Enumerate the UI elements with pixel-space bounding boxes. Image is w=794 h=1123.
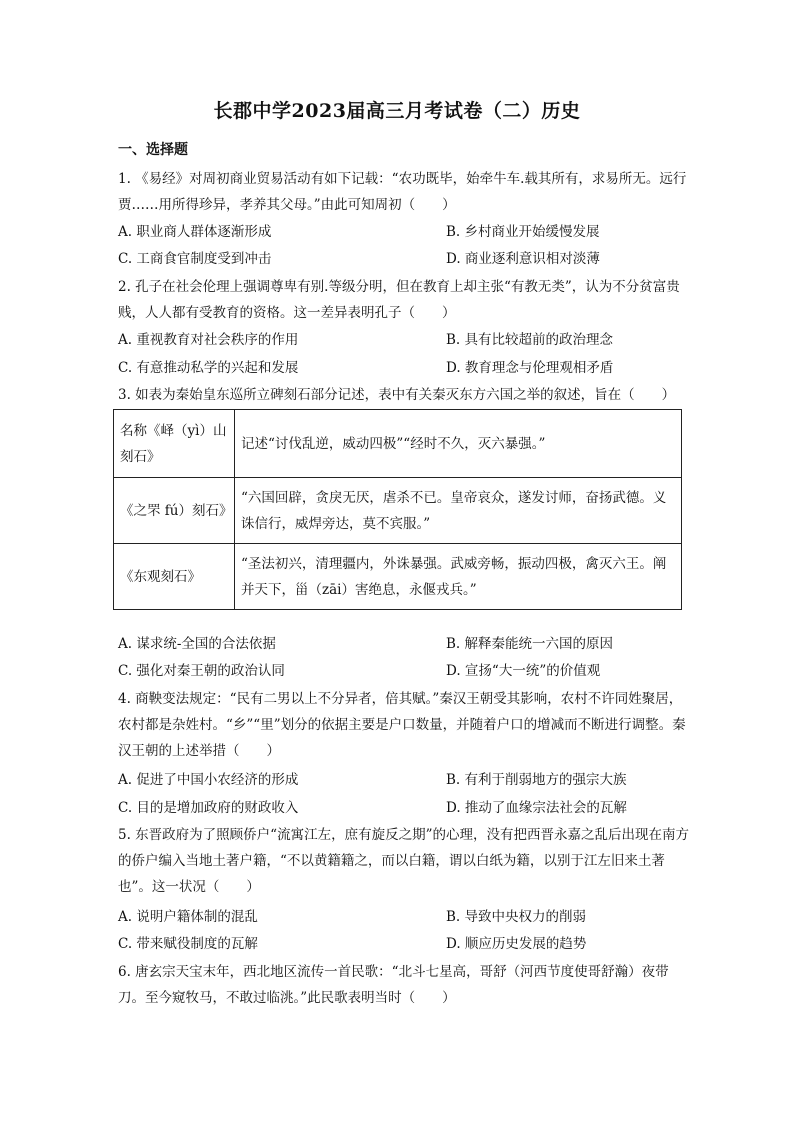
page-title: 长郡中学2023届高三月考试卷（二）历史 [213, 100, 581, 122]
question-5-option-b[interactable]: B. 导致中央权力的削弱 [446, 909, 587, 925]
table-row [114, 478, 682, 544]
question-4-stem: 4. 商鞅变法规定：“民有二男以上不分异者，倍其赋。”秦汉王朝受其影响，农村不许同姓聚居，农村都是杂姓村。“乡”“里”划分的依据主要是户口数量，并随着户口的增减而不断进行调整。秦汉王朝的上述举措（ ） [118, 691, 686, 759]
inscription-text: “六国回辟，贪戾无厌，虐杀不已。皇帝哀众，遂发讨师，奋扬武德。义诛信行，威焊旁达，莫不宾服。” [235, 478, 682, 544]
question-1-stem: 1. 《易经》对周初商业贸易活动有如下记载：“农功既毕，始牵牛车.载其所有，求易所无。远行贾……用所得珍异，孝养其父母。”由此可知周初（ ） [118, 171, 687, 213]
table-row [114, 410, 682, 478]
question-4-option-a[interactable]: A. 促进了中国小农经济的形成 [118, 772, 299, 788]
question-3-option-a[interactable]: A. 谋求统-全国的合法依据 [118, 636, 276, 652]
question-3-option-d[interactable]: D. 宣扬“大一统”的价值观 [446, 663, 601, 679]
question-2-option-a[interactable]: A. 重视教育对社会秩序的作用 [118, 332, 299, 348]
question-2-stem: 2. 孔子在社会伦理上强调尊卑有别.等级分明，但在教育上却主张“有教无类”，认为不分贫富贵贱，人人都有受教育的资格。这一差异表明孔子（ ） [118, 279, 680, 321]
question-1-option-b[interactable]: B. 乡村商业开始缓慢发展 [446, 224, 600, 240]
question-6-stem: 6. 唐玄宗天宝末年，西北地区流传一首民歌：“北斗七星高，哥舒（河西节度使哥舒瀚）夜带刀。至今窥牧马，不敢过临洮。”此民歌表明当时（ ） [118, 964, 669, 1006]
question-3-stem: 3. 如表为秦始皇东巡所立碑刻石部分记述，表中有关秦灭东方六国之举的叙述，旨在（ ） [118, 387, 676, 403]
question-5-option-c[interactable]: C. 带来赋役制度的瓦解 [118, 936, 258, 952]
question-1-option-a[interactable]: A. 职业商人群体逐渐形成 [118, 224, 272, 240]
question-1-option-d[interactable]: D. 商业逐利意识相对淡薄 [446, 251, 600, 267]
table-row [114, 544, 682, 610]
question-1-option-c[interactable]: C. 工商食官制度受到冲击 [118, 251, 272, 267]
question-3-option-b[interactable]: B. 解释秦能统一六国的原因 [446, 636, 614, 652]
inscription-name: 名称《峄（yì）山刻石》 [114, 410, 235, 478]
question-4-option-b[interactable]: B. 有利于削弱地方的强宗大族 [446, 772, 627, 788]
question-5-option-a[interactable]: A. 说明户籍体制的混乱 [118, 909, 258, 925]
question-5-option-d[interactable]: D. 顺应历史发展的趋势 [446, 936, 587, 952]
inscription-name: 《之罘 fú）刻石》 [114, 478, 235, 544]
question-4-option-c[interactable]: C. 目的是增加政府的财政收入 [118, 800, 299, 816]
section-heading: 一、选择题 [118, 142, 188, 158]
question-2-option-b[interactable]: B. 具有比较超前的政治理念 [446, 332, 614, 348]
inscription-table [113, 409, 682, 610]
question-4-option-d[interactable]: D. 推动了血缘宗法社会的瓦解 [446, 800, 627, 816]
inscription-name: 《东观刻石》 [114, 544, 235, 610]
question-5-stem: 5. 东晋政府为了照顾侨户“流寓江左，庶有旋反之期”的心理，没有把西晋永嘉之乱后出现在南方的侨户编入当地土著户籍，“不以黄籍籍之，而以白籍，谓以白纸为籍，以别于江左旧来土著也”。这一状况（ ） [118, 827, 689, 895]
question-2-option-c[interactable]: C. 有意推动私学的兴起和发展 [118, 360, 299, 376]
inscription-text: 记述“讨伐乱逆，威动四极”“经时不久，灭六暴强。” [235, 410, 682, 478]
question-3-option-c[interactable]: C. 强化对秦王朝的政治认同 [118, 663, 285, 679]
inscription-text: “圣法初兴，清理疆内，外诛暴强。武威旁畅，振动四极，禽灭六王。阐并天下，甾（zāi）害绝息，永偃戎兵。” [235, 544, 682, 610]
question-2-option-d[interactable]: D. 教育理念与伦理观相矛盾 [446, 360, 614, 376]
